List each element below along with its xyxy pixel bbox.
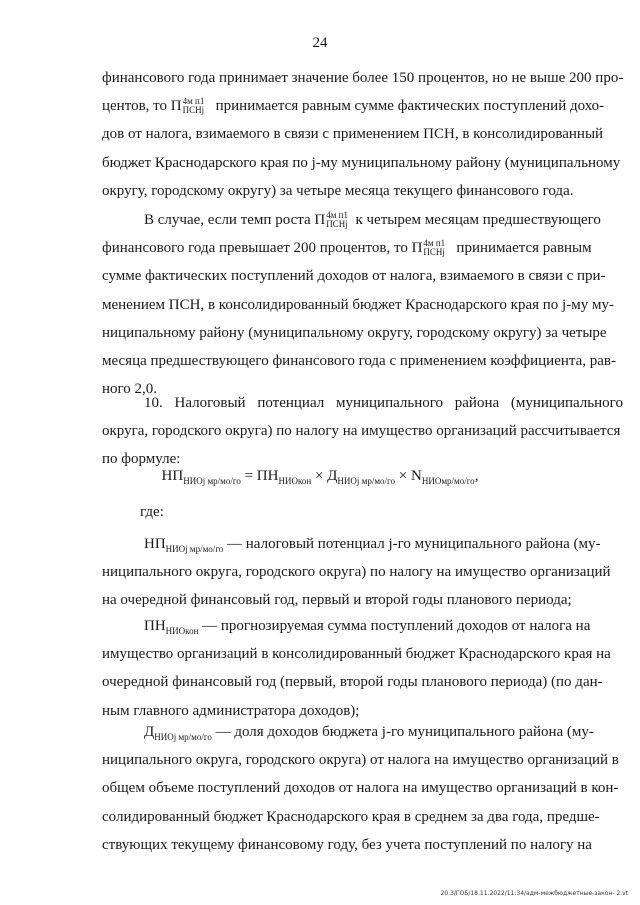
- symbol-script: 4м п1 ПСНj: [423, 238, 446, 258]
- text-line: ствующих текущему финансовому году, без учета поступлений по налогу на: [102, 836, 592, 853]
- text-line: округа, городского округа) по налогу на имущество организаций рассчитывается: [102, 423, 621, 440]
- page-number: 24: [312, 35, 328, 51]
- symbol-script: 4м п1 ПСНj: [182, 96, 205, 116]
- definition-pn: [102, 612, 630, 725]
- symbol-script: 4м п1 ПСНj: [326, 210, 348, 229]
- text-line: ниципального округа, городского округа) по налогу на имущество организаций: [102, 564, 611, 581]
- definition-d: [102, 718, 630, 859]
- text-line: $ПН_{НИОкон}$ — прогнозируемая сумма поступлений доходов от налога на: [144, 618, 591, 636]
- text-line: на очередной финансовый год, первый и второй годы планового периода;: [102, 592, 572, 609]
- text-line: ным главного администратора доходов);: [102, 702, 360, 719]
- text-line: финансового года принимает значение более 150 процентов, но не выше 200 про-: [102, 70, 624, 86]
- text-line: очередной финансовый год (первый, второй годы планового периода) (по дан-: [102, 674, 603, 691]
- text-line: сумме фактических поступлений доходов от налога, взимаемого в связи с при-: [102, 268, 606, 285]
- text-line: округу, городскому округу) за четыре месяца текущего финансового года.: [102, 182, 574, 199]
- paragraph-case: [102, 206, 630, 403]
- text-line: $Д_{НИОj мр/мо/го}$ — доля доходов бюджета j-го муниципального района (му-: [144, 724, 594, 742]
- text-line: дов от налога, взимаемого в связи с применением ПСН, в консолидированный: [102, 126, 604, 143]
- where-label: где:: [140, 504, 164, 520]
- paragraph-continuation: [102, 64, 630, 205]
- text-line: бюджет Краснодарского края по j-му муниципальному району (муниципальному: [102, 154, 621, 171]
- definition-np: [102, 530, 630, 615]
- text-line: месяца предшествующего финансового года с применением коэффициента, рав-: [102, 353, 617, 370]
- text-line: ного 2,0.: [102, 381, 158, 398]
- text-line: 10. Налоговый потенциал муниципального района (муниципального: [144, 395, 623, 411]
- text-line: $НП_{НИОj мр/мо/го}$ — налоговый потенциал j-го муниципального района (му-: [144, 536, 601, 554]
- text-line: общем объеме поступлений доходов от налога на имущество организаций в кон-: [102, 780, 619, 797]
- text-line: финансового года превышает 200 процентов, то П 4м п1 ПСНj принимается равным: [102, 238, 592, 258]
- text-line: ниципальному району (муниципальному округу, городскому округу) за четыре: [102, 324, 607, 341]
- text-line: центов, то П 4м п1 ПСНj принимается равным сумме фактических поступлений дохо-: [102, 96, 605, 116]
- footer-file-reference: 20.3/ГОБ/18.11.2022/11:34/адм-межбюджетные-закон- 2.vt: [440, 890, 628, 897]
- text-line: по формуле:: [102, 451, 181, 468]
- paragraph-item-10: [102, 389, 630, 474]
- text-line: менением ПСН, в консолидированный бюджет Краснодарского края по j-му му-: [102, 296, 614, 313]
- text-line: ниципального округа, городского округа) от налога на имущество организаций в: [102, 752, 619, 769]
- text-line: солидированный бюджет Краснодарского края в среднем за два года, предше-: [102, 808, 600, 825]
- text-line: В случае, если темп роста П 4м п1 ПСНj к четырем месяцам предшествующего: [144, 210, 601, 229]
- text-line: имущество организаций в консолидированный бюджет Краснодарского края на: [102, 646, 611, 663]
- formula: $НП_{НИОj мр/мо/го} = ПН_{НИОкон} \times Д_{НИОj мр/мо/го} \times N_{НИОмр/мо/го}$,: [161, 468, 479, 486]
